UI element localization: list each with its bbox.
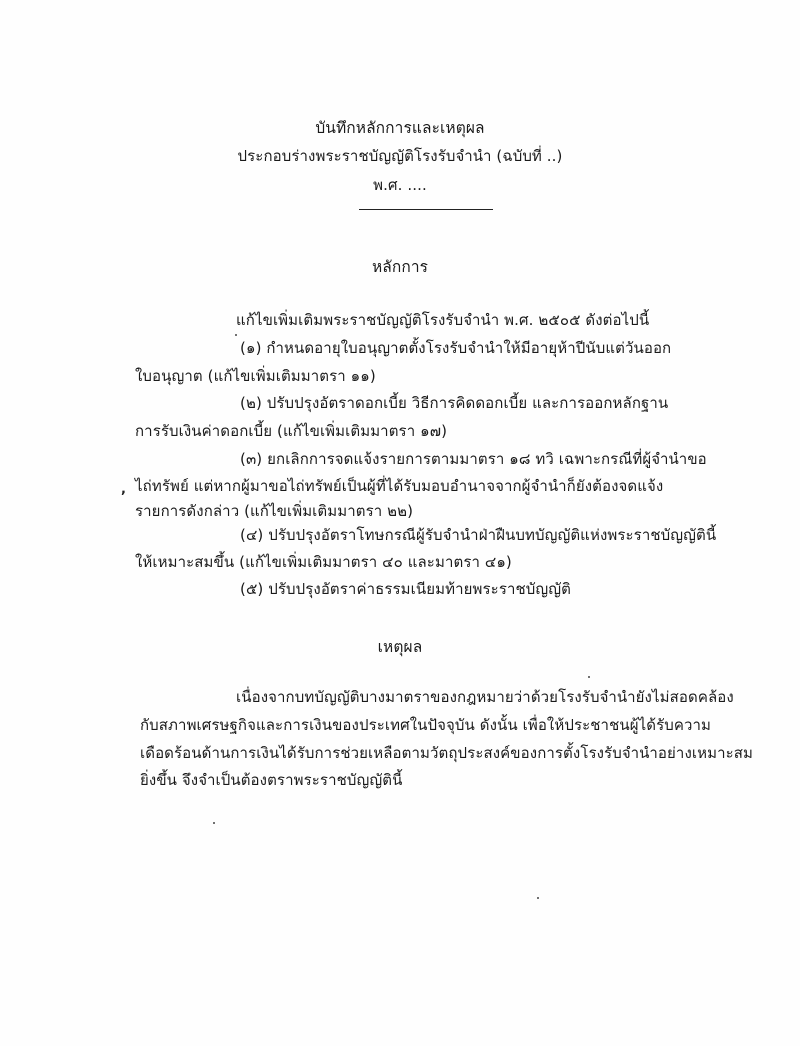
principle-item-1-line-2: ใบอนุญาต (แก้ไขเพิ่มเติมมาตรา ๑๑) xyxy=(135,367,376,385)
principle-item-2-line-1: (๒) ปรับปรุงอัตราดอกเบี้ย วิธีการคิดดอกเบี้ย และการออกหลักฐาน xyxy=(240,394,669,412)
scan-speck xyxy=(213,822,215,824)
principle-item-3-line-3: รายการดังกล่าว (แก้ไขเพิ่มเติมมาตรา ๒๒) xyxy=(135,502,414,520)
document-title: บันทึกหลักการและเหตุผล xyxy=(315,119,485,137)
principle-item-5-line-1: (๕) ปรับปรุงอัตราค่าธรรมเนียมท้ายพระราชบัญญัติ xyxy=(240,580,572,598)
reason-line-3: เดือดร้อนด้านการเงินได้รับการช่วยเหลือตามวัตถุประสงค์ของการตั้งโรงรับจำนำอย่างเหมาะสม xyxy=(140,744,753,762)
scan-speck xyxy=(537,897,539,899)
principle-intro: แก้ไขเพิ่มเติมพระราชบัญญัติโรงรับจำนำ พ.ศ. ๒๕๐๕ ดังต่อไปนี้ xyxy=(236,311,650,329)
principle-item-1-line-1: (๑) กำหนดอายุใบอนุญาตตั้งโรงรับจำนำให้มีอายุห้าปีนับแต่วันออก xyxy=(240,339,672,357)
reason-line-1: เนื่องจากบทบัญญัติบางมาตราของกฎหมายว่าด้วยโรงรับจำนำยังไม่สอดคล้อง xyxy=(236,688,734,706)
principle-item-4-line-1: (๔) ปรับปรุงอัตราโทษกรณีผู้รับจำนำฝ่าฝืนบทบัญญัติแห่งพระราชบัญญัตินี้ xyxy=(240,526,717,544)
reason-heading: เหตุผล xyxy=(377,638,423,656)
margin-mark: , xyxy=(121,482,126,497)
title-divider xyxy=(359,209,493,210)
document-subtitle: ประกอบร่างพระราชบัญญัติโรงรับจำนำ (ฉบับที่ ..) xyxy=(237,147,563,165)
scan-speck xyxy=(588,676,590,678)
principle-item-3-line-2: ไถ่ทรัพย์ แต่หากผู้มาขอไถ่ทรัพย์เป็นผู้ที่ได้รับมอบอำนาจจากผู้จำนำก็ยังต้องจดแจ้ง xyxy=(135,477,664,495)
reason-line-4: ยิ่งขึ้น จึงจำเป็นต้องตราพระราชบัญญัตินี้ xyxy=(140,771,403,789)
document-year: พ.ศ. .... xyxy=(373,176,427,194)
principle-item-3-line-1: (๓) ยกเลิกการจดแจ้งรายการตามมาตรา ๑๘ ทวิ เฉพาะกรณีที่ผู้จำนำขอ xyxy=(240,450,707,468)
reason-line-2: กับสภาพเศรษฐกิจและการเงินของประเทศในปัจจุบัน ดังนั้น เพื่อให้ประชาชนผู้ได้รับความ xyxy=(140,716,712,734)
principle-item-2-line-2: การรับเงินค่าดอกเบี้ย (แก้ไขเพิ่มเติมมาตรา ๑๗) xyxy=(135,422,448,440)
scan-speck xyxy=(235,334,237,336)
principle-item-4-line-2: ให้เหมาะสมขึ้น (แก้ไขเพิ่มเติมมาตรา ๔๐ และมาตรา ๔๑) xyxy=(135,553,512,571)
principle-heading: หลักการ xyxy=(371,258,429,276)
